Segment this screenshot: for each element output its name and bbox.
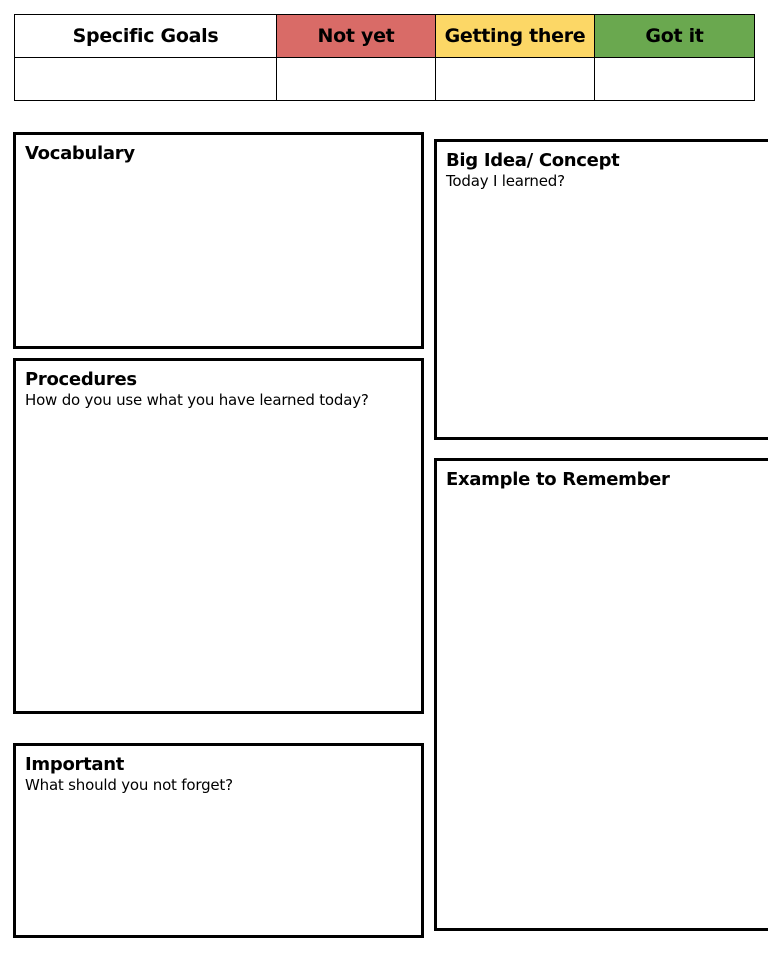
important-prompt: What should you not forget? bbox=[25, 776, 233, 794]
vocabulary-box[interactable] bbox=[13, 132, 424, 349]
header-got-it: Got it bbox=[595, 15, 755, 58]
example-box[interactable] bbox=[434, 458, 768, 931]
big-idea-box[interactable] bbox=[434, 139, 768, 440]
procedures-title: Procedures bbox=[25, 369, 137, 390]
goals-header-row bbox=[15, 15, 755, 58]
header-specific-goals: Specific Goals bbox=[15, 15, 277, 58]
important-title: Important bbox=[25, 754, 125, 775]
cell-not-yet[interactable] bbox=[277, 58, 436, 101]
goals-table bbox=[14, 14, 755, 101]
important-box[interactable] bbox=[13, 743, 424, 938]
procedures-prompt: How do you use what you have learned today? bbox=[25, 391, 369, 409]
big-idea-title: Big Idea/ Concept bbox=[446, 150, 620, 171]
cell-specific-goals[interactable] bbox=[15, 58, 277, 101]
goals-entry-row bbox=[15, 58, 755, 101]
example-title: Example to Remember bbox=[446, 469, 670, 490]
header-not-yet: Not yet bbox=[277, 15, 436, 58]
cell-getting-there[interactable] bbox=[436, 58, 595, 101]
cell-got-it[interactable] bbox=[595, 58, 755, 101]
vocabulary-title: Vocabulary bbox=[25, 143, 135, 164]
procedures-box[interactable] bbox=[13, 358, 424, 714]
big-idea-prompt: Today I learned? bbox=[446, 172, 565, 190]
header-getting-there: Getting there bbox=[436, 15, 595, 58]
